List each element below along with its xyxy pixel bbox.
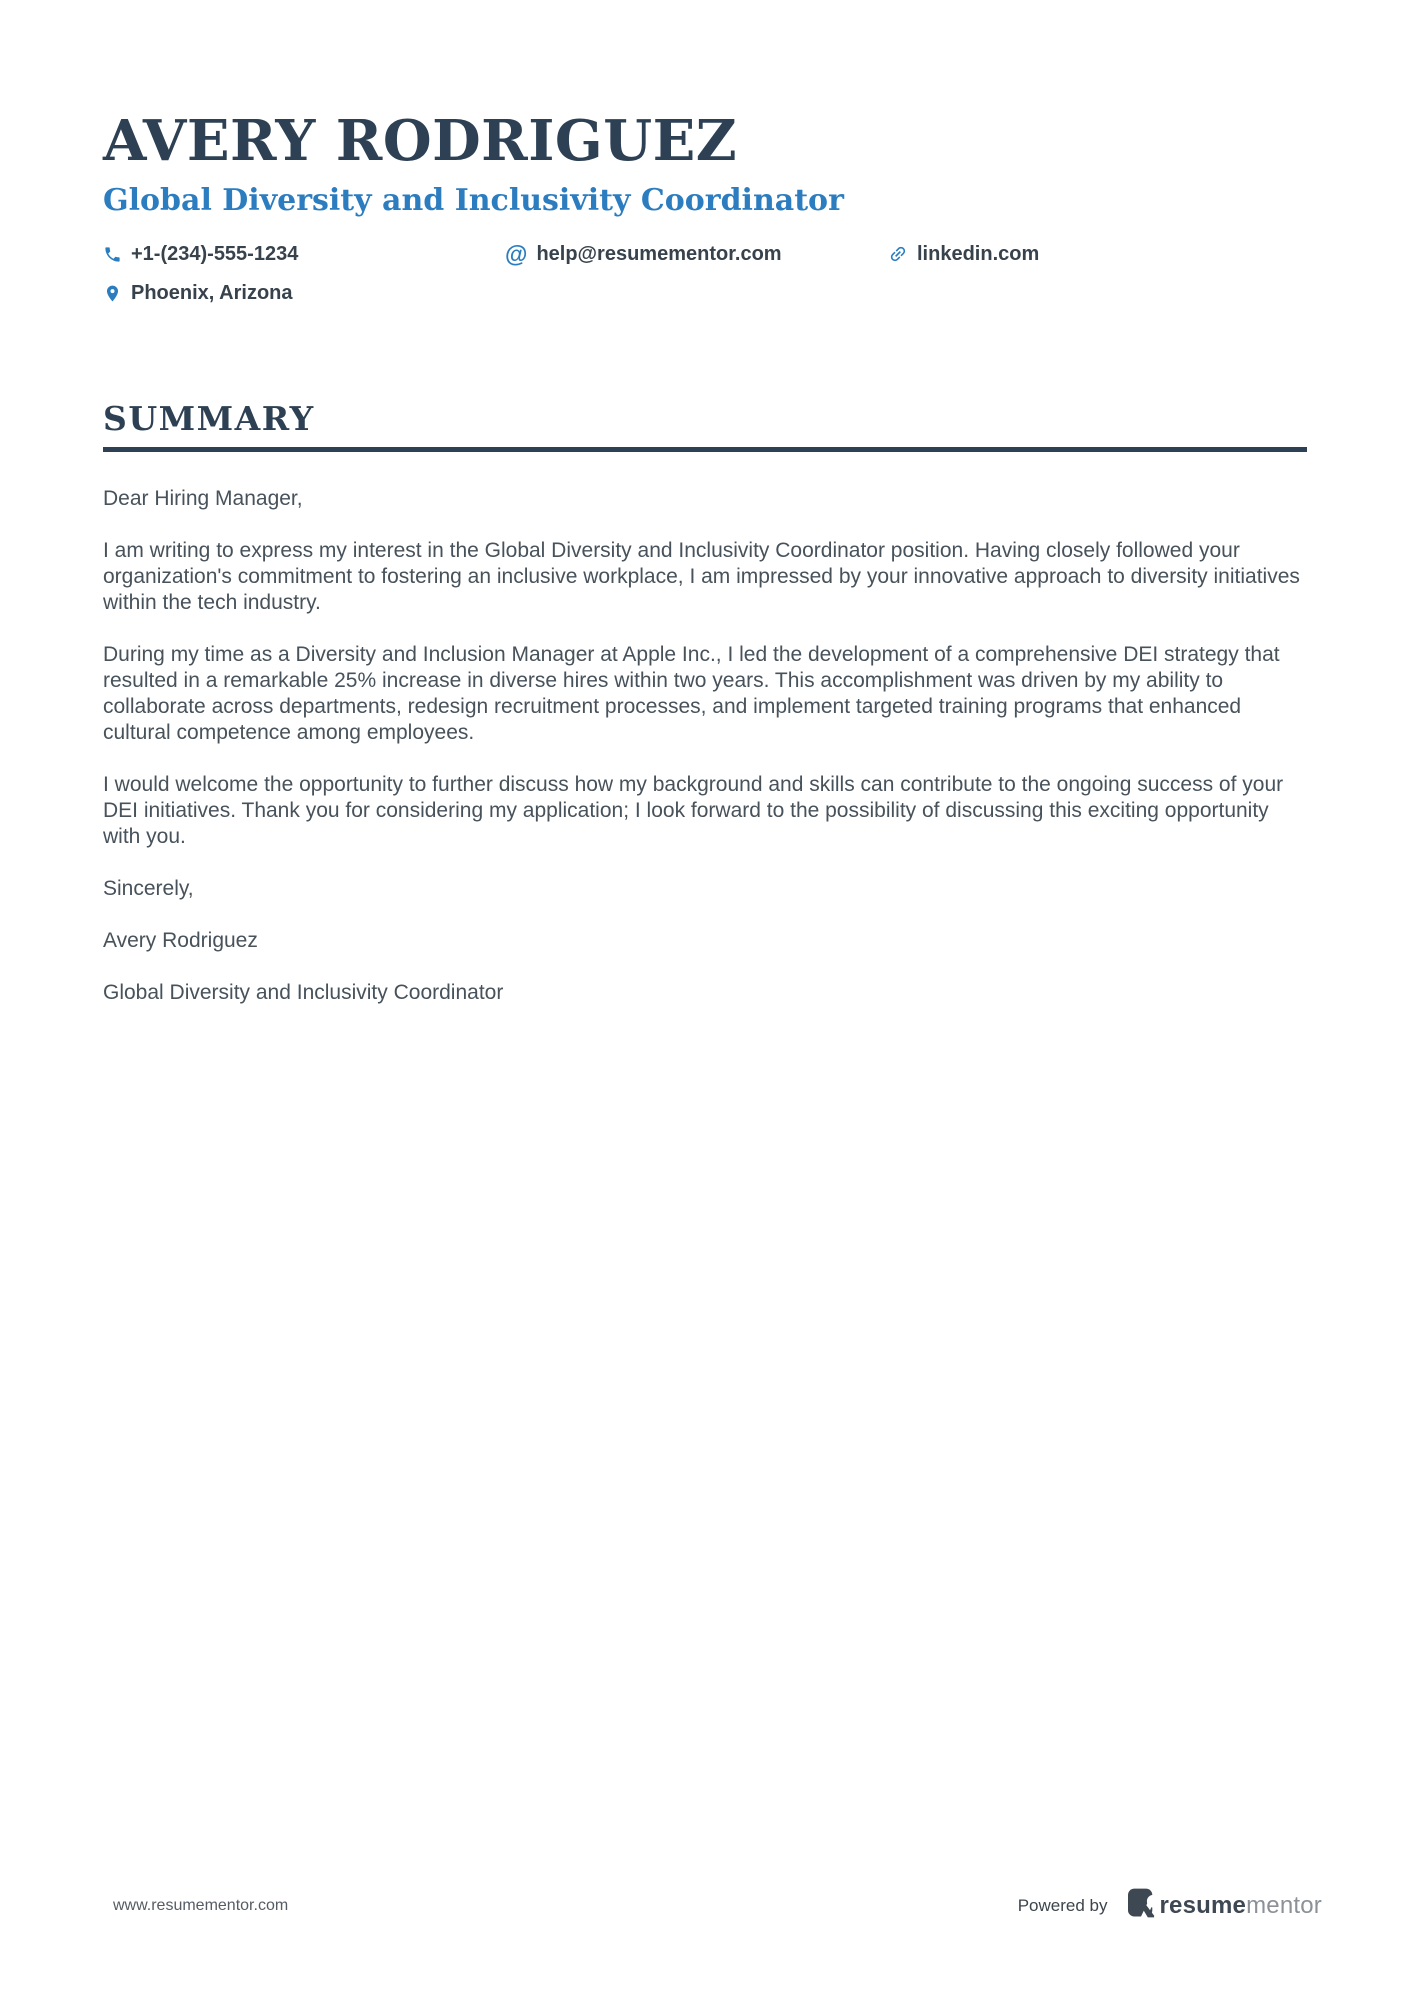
brand-light: mentor	[1246, 1891, 1322, 1919]
body-paragraph-1: I am writing to express my interest in the Global Diversity and Inclusivity Coordinator position. Having closely followed your organization's commitment to fostering an inclusive workplace, I am impressed by your innovative approach to diversity initiatives within the tech industry.	[103, 538, 1300, 614]
job-title: Global Diversity and Inclusivity Coordinator	[103, 182, 844, 218]
email-address: help@resumementor.com	[536, 242, 782, 265]
resumementor-logo-icon	[1128, 1888, 1155, 1923]
closing: Sincerely,	[103, 876, 194, 900]
brand-bold: resume	[1159, 1891, 1247, 1919]
location-text: Phoenix, Arizona	[131, 281, 293, 304]
resumementor-logo[interactable]	[1128, 1888, 1323, 1923]
map-pin-icon	[103, 283, 122, 304]
contact-email[interactable]	[505, 240, 888, 267]
salutation: Dear Hiring Manager,	[103, 486, 303, 510]
summary-section	[103, 399, 1307, 1006]
footer-website-link[interactable]: www.resumementor.com	[113, 1896, 289, 1914]
powered-by	[1018, 1888, 1322, 1923]
contact-location	[103, 282, 505, 305]
contact-linkedin[interactable]	[888, 243, 1307, 266]
link-icon	[888, 244, 908, 264]
header	[103, 108, 1307, 305]
brand-wordmark	[1159, 1891, 1323, 1919]
summary-heading: SUMMARY	[103, 399, 1307, 452]
powered-by-label: Powered by	[1017, 1895, 1108, 1915]
signature-title: Global Diversity and Inclusivity Coordinator	[103, 980, 504, 1004]
body-paragraph-2: During my time as a Diversity and Inclusion Manager at Apple Inc., I led the development of a comprehensive DEI strategy that resulted in a remarkable 25% increase in diverse hires within two years. This accomplishment was driven by my ability to collaborate across departments, redesign recruitment processes, and implement targeted training programs that enhanced cultural competence among employees.	[103, 642, 1280, 744]
phone-number: +1-(234)-555-1234	[131, 242, 299, 265]
person-name: AVERY RODRIGUEZ	[103, 108, 738, 174]
body-paragraph-3: I would welcome the opportunity to further discuss how my background and skills can contribute to the ongoing success of your DEI initiatives. Thank you for considering my application; I look forward to the possibility of discussing this exciting opportunity with you.	[103, 772, 1284, 848]
at-icon: @	[505, 240, 528, 267]
contact-info	[103, 240, 1307, 305]
footer	[0, 1888, 1410, 1923]
linkedin-url: linkedin.com	[917, 242, 1040, 265]
signature-name: Avery Rodriguez	[103, 928, 258, 952]
phone-icon	[103, 245, 122, 264]
contact-phone[interactable]	[103, 243, 505, 266]
